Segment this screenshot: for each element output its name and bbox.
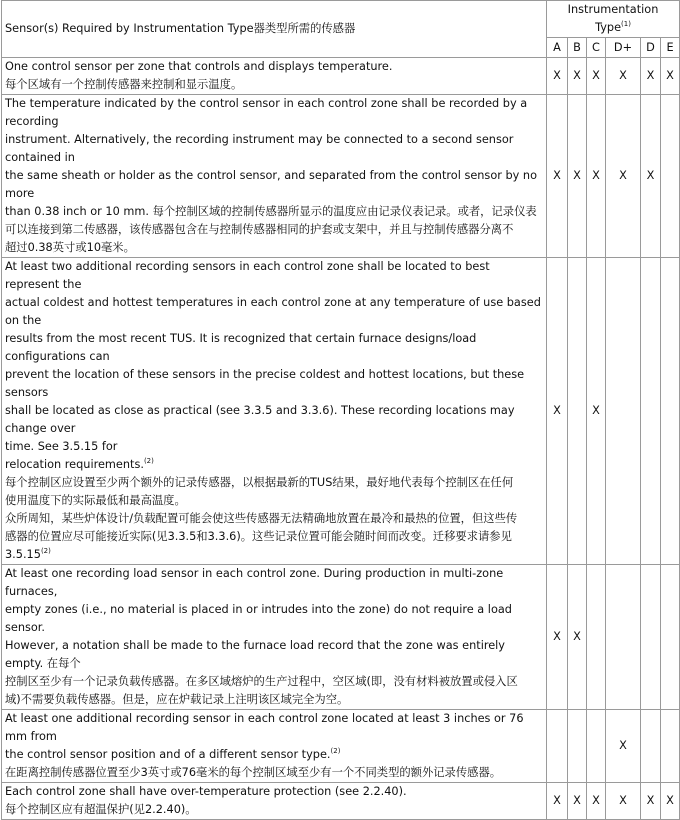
requirement-line: results from the most recent TUS. It is recognized that certain furnace designs/load configurations can (5, 332, 477, 363)
type-column-c: C (587, 38, 606, 58)
requirement-line: shall be located as close as practical (see 3.3.5 and 3.3.6). These recording locations may change over (5, 404, 515, 435)
instrumentation-type-footnote: (1) (621, 20, 631, 29)
table-row (2, 710, 680, 783)
requirement-line: At least one additional recording sensor in each control zone located at least 3 inches or 76 mm from (5, 712, 524, 743)
requirement-line: 域)不需要负载传感器。但是，应在炉载记录上注明该区域完全为空。 (5, 693, 349, 706)
instrumentation-requirements-table (1, 0, 680, 820)
table-row (2, 783, 680, 820)
type-column-e: E (661, 38, 680, 58)
header-row (2, 1, 680, 38)
footnote-marker: (2) (330, 747, 341, 756)
requirement-line: At least two additional recording sensors in each control zone shall be located to best represent the (5, 260, 490, 291)
mark-d-plus: X (606, 95, 641, 258)
instrumentation-type-header (547, 1, 680, 38)
requirement-line (5, 746, 543, 764)
requirement-line: One control sensor per zone that controls and displays temperature. (5, 60, 393, 73)
table-row (2, 95, 680, 258)
mark-e (661, 710, 680, 783)
mark-d (641, 565, 661, 710)
mark-d-plus (606, 258, 641, 565)
requirement-line: 控制区至少有一个记录负载传感器。在多区域熔炉的生产过程中，空区域(即，没有材料被放置或侵入区 (5, 675, 518, 688)
mark-d-plus (606, 565, 641, 710)
requirement-line: than 0.38 inch or 10 mm. 每个控制区域的控制传感器所显示的温度应由记录仪表记录。或者，记录仪表 (5, 205, 537, 218)
mark-d: X (641, 783, 661, 820)
requirement-line: Each control zone shall have over-temperature protection (see 2.2.40). (5, 785, 407, 798)
mark-b (568, 710, 587, 783)
table-row (2, 258, 680, 565)
requirement-line: 使用温度下的实际最低和最高温度。 (5, 494, 186, 507)
mark-d-plus: X (606, 710, 641, 783)
mark-a: X (547, 95, 568, 258)
mark-c: X (587, 58, 606, 95)
requirement-line (5, 546, 543, 564)
requirement-line: the same sheath or holder as the control sensor, and separated from the control sensor by no more (5, 169, 537, 200)
table-row (2, 58, 680, 95)
requirement-cell (2, 58, 547, 95)
mark-e: X (661, 783, 680, 820)
mark-d: X (641, 95, 661, 258)
mark-c (587, 565, 606, 710)
requirement-line: At least one recording load sensor in each control zone. During production in multi-zone furnaces, (5, 567, 504, 598)
mark-e (661, 565, 680, 710)
requirement-line: 可以连接到第二传感器，该传感器包含在与控制传感器相同的护套或支架中，并且与控制传感器分离不 (5, 223, 514, 236)
mark-b (568, 258, 587, 565)
mark-c (587, 710, 606, 783)
requirement-cell (2, 783, 547, 820)
mark-a: X (547, 58, 568, 95)
requirement-column-header: Sensor(s) Required by Instrumentation Type器类型所需的传感器 (2, 1, 547, 58)
requirement-line: empty zones (i.e., no material is placed in or intrudes into the zone) do not require a load sensor. (5, 603, 512, 634)
footnote-marker: (2) (143, 457, 154, 466)
mark-b: X (568, 565, 587, 710)
requirement-line: time. See 3.5.15 for (5, 440, 118, 453)
requirement-line: actual coldest and hottest temperatures in each control zone at any temperature of use based on the (5, 296, 541, 327)
requirement-line: prevent the location of these sensors in the precise coldest and hottest locations, but these sensors (5, 368, 525, 399)
mark-b: X (568, 58, 587, 95)
requirement-line: The temperature indicated by the control sensor in each control zone shall be recorded by a recording (5, 97, 528, 128)
requirement-line: instrument. Alternatively, the recording instrument may be connected to a second sensor contained in (5, 133, 514, 164)
requirement-cell (2, 710, 547, 783)
requirement-line: However, a notation shall be made to the furnace load record that the zone was entirely empty. 在每个 (5, 639, 505, 670)
mark-c: X (587, 95, 606, 258)
footnote-marker: (2) (40, 547, 51, 556)
requirement-line: 每个控制区应有超温保护(见2.2.40)。 (5, 803, 197, 816)
mark-a: X (547, 565, 568, 710)
mark-d (641, 258, 661, 565)
mark-e: X (661, 58, 680, 95)
requirement-text: relocation requirements. (5, 458, 144, 471)
mark-a: X (547, 783, 568, 820)
requirement-line (5, 456, 543, 474)
mark-d-plus: X (606, 58, 641, 95)
mark-e (661, 95, 680, 258)
table-row (2, 565, 680, 710)
mark-b: X (568, 783, 587, 820)
mark-e (661, 258, 680, 565)
requirement-line: 每个区域有一个控制传感器来控制和显示温度。 (5, 78, 243, 91)
mark-d (641, 710, 661, 783)
mark-a (547, 710, 568, 783)
requirement-text: the control sensor position and of a different sensor type. (5, 748, 331, 761)
requirement-line: 众所周知，某些炉体设计/负载配置可能会使这些传感器无法精确地放置在最冷和最热的位置，但这些传 (5, 512, 518, 525)
requirement-cell (2, 565, 547, 710)
type-column-d: D (641, 38, 661, 58)
requirement-text: 3.5.15 (5, 548, 41, 561)
type-column-a: A (547, 38, 568, 58)
type-column-b: B (568, 38, 587, 58)
requirement-line: 感器的位置应尽可能接近实际(见3.3.5和3.3.6)。这些记录位置可能会随时间而改变。迁移要求请参见 (5, 530, 512, 543)
requirement-line: 每个控制区应设置至少两个额外的记录传感器，以根据最新的TUS结果，最好地代表每个控制区在任何 (5, 476, 514, 489)
mark-d: X (641, 58, 661, 95)
mark-c: X (587, 258, 606, 565)
type-column-d-plus: D+ (606, 38, 641, 58)
requirement-line: 超过0.38英寸或10毫米。 (5, 241, 135, 254)
requirement-cell (2, 258, 547, 565)
requirement-line: 在距离控制传感器位置至少3英寸或76毫米的每个控制区域至少有一个不同类型的额外记录传感器。 (5, 766, 502, 779)
mark-b: X (568, 95, 587, 258)
mark-c: X (587, 783, 606, 820)
requirement-cell (2, 95, 547, 258)
instrumentation-type-label: Instrumentation Type (567, 3, 659, 34)
mark-a: X (547, 258, 568, 565)
mark-d-plus: X (606, 783, 641, 820)
